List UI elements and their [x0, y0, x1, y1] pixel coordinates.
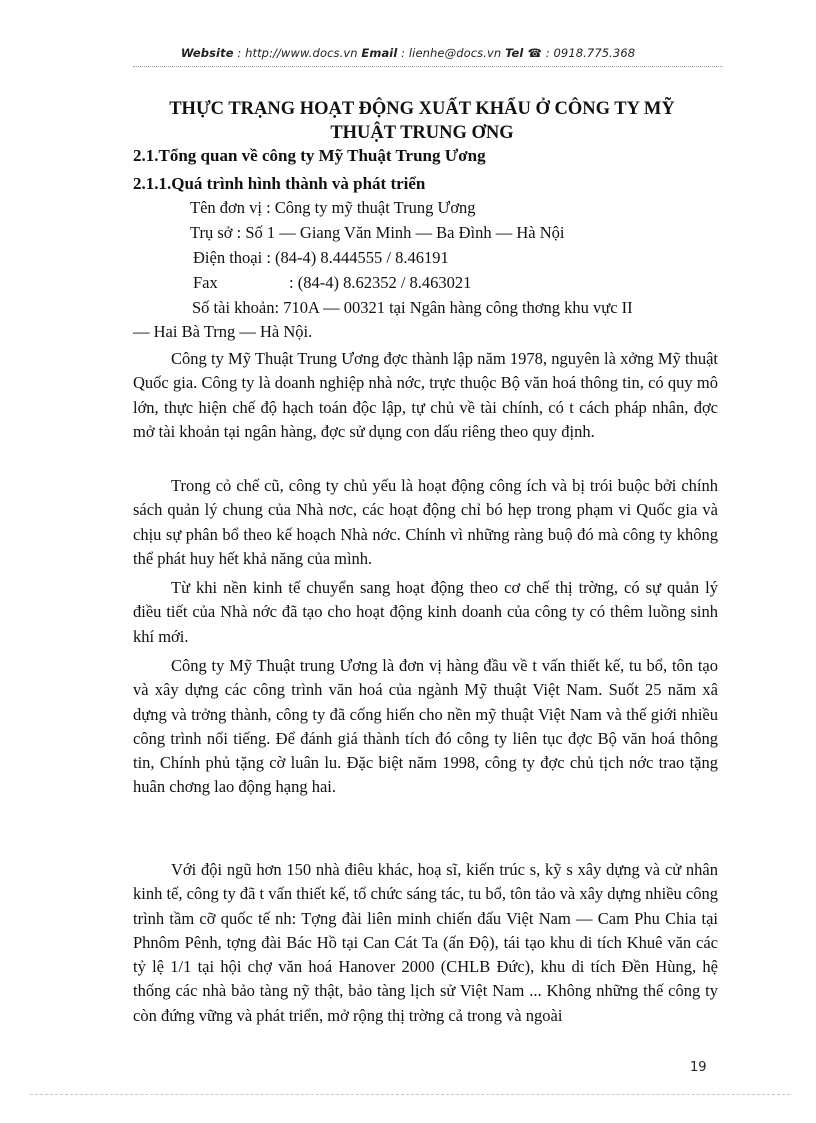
paragraph-5-text: Với đội ngũ hơn 150 nhà điêu khác, hoạ sĩ, kiến trúc s, kỹ s xây dựng và cử nhân kinh tế, công ty đã t vấn thiết kế, tổ chức sáng tác, tu bổ, tôn tảo và xây dựng nhiều công trình tầm cỡ quốc tế nh: Tợng đài liên minh chiến đấu Việt Nam — Cam Phu Chia tại Phnôm Pênh, tợng đài Bác Hồ tại Can Cát Ta (ấn Độ), tái tạo khu di tích Khuê văn các tỷ lệ 1/1 tại hội chợ văn hoá Hanover 2000 (CHLB Đức), khu di tích Đền Hùng, hệ thống các nhà bảo tàng nỹ thật, bảo tàng lịch sử Việt Nam ... Không những thế công ty còn đứng vững và phát triển, mở rộng thị trờng cả trong và ngoài — [133, 860, 718, 1025]
tel-value: : 0918.775.368 — [542, 46, 636, 60]
paragraph-1-text: Công ty Mỹ Thuật Trung Ương đợc thành lập năm 1978, nguyên là xởng Mỹ thuật Quốc gia. Công ty là doanh nghiệp nhà nớc, trực thuộc Bộ văn hoá thông tin, có quy mô lớn, thực hiện chế độ hạch toán độc lập, tự chủ về tài chính, có t cách pháp nhân, đợc mở tài khoản tại ngân hàng, đợc sử dụng con dấu riêng theo quy định. — [133, 349, 718, 441]
paragraph-3 — [133, 576, 718, 649]
paragraph-5 — [133, 858, 718, 1028]
info-dien-thoai: Điện thoại : (84-4) 8.444555 / 8.46191 — [193, 248, 449, 267]
email-label: Email — [361, 46, 398, 60]
tel-label: Tel ☎ — [505, 46, 542, 60]
paragraph-2-text: Trong cỏ chế cũ, công ty chủ yếu là hoạt động công ích và bị trói buộc bởi chính sách quản lý chung của Nhà nơc, các hoạt động chỉ bó hẹp trong phạm vi Quốc gia và chịu sự phân bổ theo kế hoạch Nhà nớc. Chính vì những ràng buộ đó mà công ty không thể phát huy hết khả năng của mình. — [133, 476, 718, 568]
info-fax — [193, 273, 471, 293]
fax-label: Fax — [193, 273, 218, 292]
info-tru-so: Trụ sở : Số 1 — Giang Văn Minh — Ba Đình — Hà Nội — [190, 223, 565, 242]
paragraph-3-text: Từ khi nền kinh tế chuyển sang hoạt động theo cơ chế thị trờng, có sự quản lý điều tiết của Nhà nớc đã tạo cho hoạt động kinh doanh của công ty có thêm luồng sinh khí mới. — [133, 578, 718, 646]
paragraph-2 — [133, 474, 718, 571]
page-header — [0, 46, 816, 60]
info-tai-khoan-cont: — Hai Bà Trng — Hà Nội. — [133, 322, 313, 341]
email-link[interactable]: : lienhe@docs.vn — [397, 46, 506, 60]
website-link[interactable]: : http://www.docs.vn — [233, 46, 362, 60]
title-line-2: THUẬT TRUNG ƠNG — [330, 123, 514, 143]
info-ten-don-vi: Tên đơn vị : Công ty mỹ thuật Trung Ương — [190, 198, 476, 217]
fax-value: : (84-4) 8.62352 / 8.463021 — [289, 273, 472, 292]
website-label: Website — [180, 46, 234, 60]
info-tai-khoan: Số tài khoản: 710A — 00321 tại Ngân hàng công thơng khu vực II — [192, 298, 633, 317]
page-title — [133, 97, 711, 145]
paragraph-1 — [133, 347, 718, 444]
page-number: 19 — [690, 1060, 707, 1075]
header-divider — [133, 66, 723, 67]
section-heading-2-1: 2.1.Tổng quan về công ty Mỹ Thuật Trung Ương — [133, 146, 486, 165]
section-heading-2-1-1: 2.1.1.Quá trình hình thành và phát triển — [133, 174, 426, 193]
paragraph-4 — [133, 654, 718, 800]
footer-divider — [30, 1094, 790, 1095]
title-line-1: THỰC TRẠNG HOẠT ĐỘNG XUẤT KHẨU Ở CÔNG TY MỸ — [169, 99, 675, 119]
paragraph-4-text: Công ty Mỹ Thuật trung Ương là đơn vị hàng đầu về t vấn thiết kế, tu bổ, tôn tạo và xây dựng các công trình văn hoá của ngành Mỹ thuật Việt Nam. Suốt 25 năm xâ dựng và trởng thành, công ty đã cống hiến cho nền mỹ thuật Việt Nam và thế giới nhiều công trình nổi tiếng. Để đánh giá thành tích đó công ty liên tục đợc Bộ văn hoá thông tin, Chính phủ tặng cờ luân lu. Đặc biệt năm 1998, công ty đợc chủ tịch nớc trao tặng huân chơng lao động hạng hai. — [133, 656, 718, 797]
